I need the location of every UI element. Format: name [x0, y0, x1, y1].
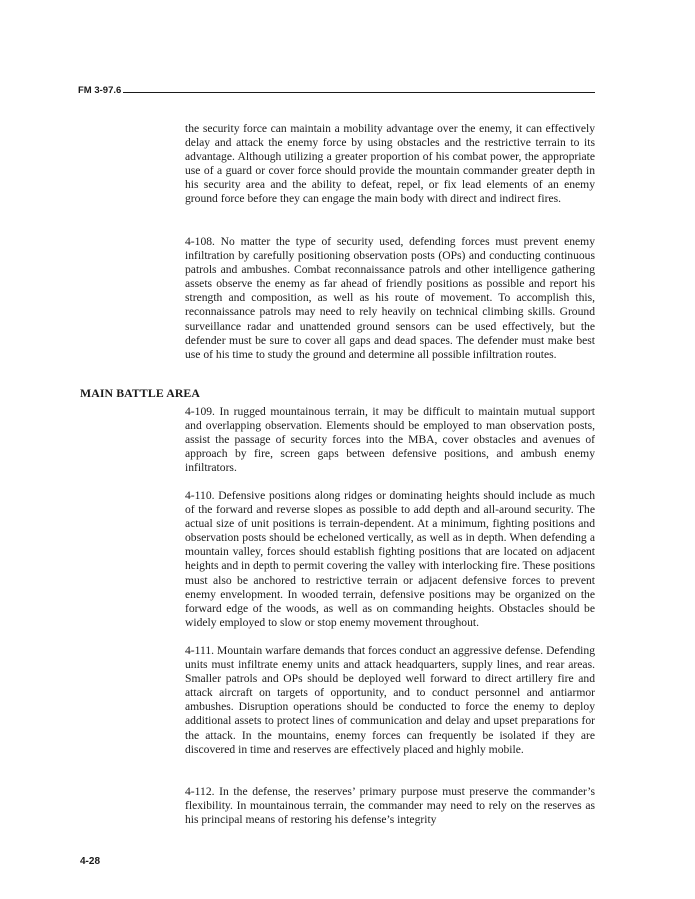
section-heading-main-battle-area: MAIN BATTLE AREA	[80, 386, 201, 400]
page-number: 4-28	[80, 856, 101, 867]
paragraph-4-109: 4-109. In rugged mountainous terrain, it may be difficult to maintain mutual support and overlapping observation. Elements should be employed to man observation posts, assist the passage of security forces into the MBA, cover obstacles and avenues of approach by fire, screen gaps between defensive positions, and ambush enemy infiltrators.	[185, 405, 595, 475]
document-id: FM 3-97.6	[78, 85, 122, 96]
paragraph-4-112: 4-112. In the defense, the reserves’ primary purpose must preserve the commander’s flexibility. In mountainous terrain, the commander may need to rely on the reserves as his principal means of restoring his defense’s integrity	[185, 785, 595, 827]
running-header	[78, 82, 595, 96]
header-rule	[123, 92, 595, 93]
paragraph-4-108: 4-108. No matter the type of security used, defending forces must prevent enemy infiltration by carefully positioning observation posts (OPs) and conducting continuous patrols and ambushes. Combat reconnaissance patrols and other intelligence gathering assets observe the enemy as far ahead of friendly positions as possible and report his strength and composition, as well as his route of movement. To accomplish this, reconnaissance patrols may need to rely heavily on technical climbing skills. Ground surveillance radar and unattended ground sensors can be used effectively, but the defender must be sure to cover all gaps and dead spaces. The defender must make best use of his time to study the ground and determine all possible infiltration routes.	[185, 235, 595, 361]
paragraph-intro: the security force can maintain a mobility advantage over the enemy, it can effectively delay and attack the enemy force by using obstacles and the restrictive terrain to its advantage. Although utilizing a greater proportion of his combat power, the appropriate use of a guard or cover force should provide the mountain commander greater depth in his security area and the ability to defeat, repel, or fix lead elements of an enemy ground force before they can engage the main body with direct and indirect fires.	[185, 122, 595, 206]
paragraph-4-111: 4-111. Mountain warfare demands that forces conduct an aggressive defense. Defending units must infiltrate enemy units and attack headquarters, supply lines, and rear areas. Smaller patrols and OPs should be deployed well forward to direct artillery fire and attack aircraft on targets of opportunity, and to conduct personnel and antiarmor ambushes. Disruption operations should be conducted to force the enemy to deploy additional assets to protect lines of communication and delay and upset preparations for the attack. In the mountains, enemy forces can frequently be isolated if they are discovered in time and reserves are effectively placed and highly mobile.	[185, 644, 595, 756]
paragraph-4-110: 4-110. Defensive positions along ridges or dominating heights should include as much of the forward and reverse slopes as possible to add depth and all-around security. The actual size of unit positions is terrain-dependent. At a minimum, fighting positions and observation posts should be echeloned vertically, as well as in depth. When defending a mountain valley, forces should establish fighting positions that are located on adjacent heights and in depth to permit covering the valley with interlocking fire. These positions must also be anchored to restrictive terrain or adjacent defensive forces to prevent enemy envelopment. In wooded terrain, defensive positions may be organized on the forward edge of the woods, as well as on commanding heights. Obstacles should be widely employed to slow or stop enemy movement throughout.	[185, 489, 595, 629]
